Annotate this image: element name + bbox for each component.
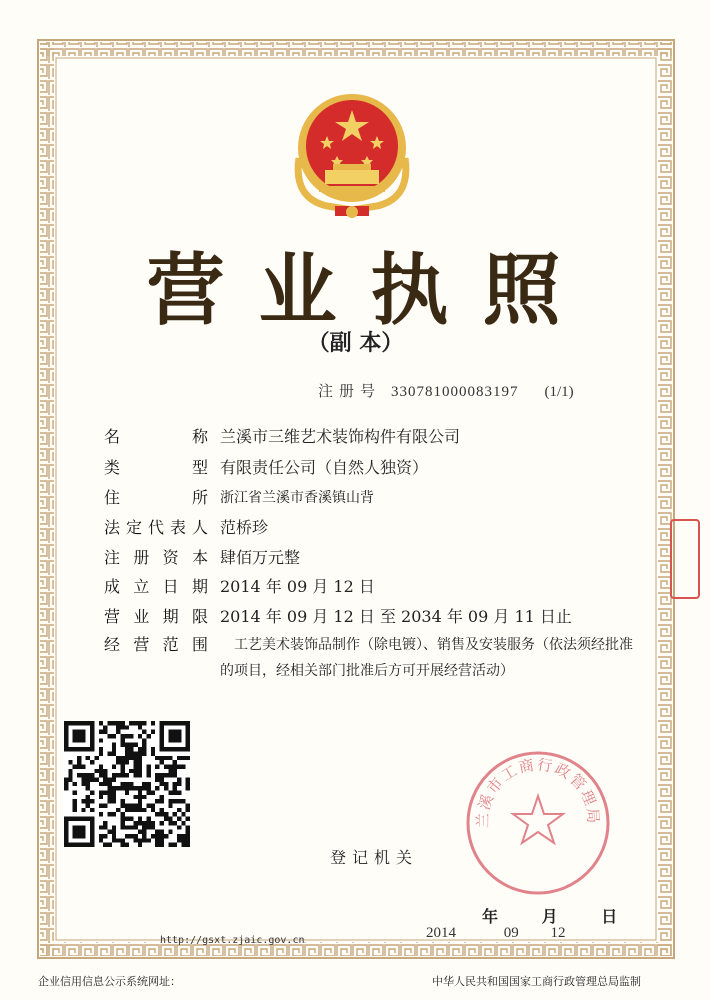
- credit-website-url[interactable]: http://gsxt.zjaic.gov.cn: [160, 935, 305, 946]
- svg-text:兰溪市工商行政管理局: [474, 755, 602, 828]
- field-label: 成立日期: [104, 577, 208, 596]
- field-label: 经营范围: [104, 635, 208, 654]
- footer-left-text: 企业信用信息公示系统网址：: [38, 975, 181, 988]
- field-value: 肆佰万元整: [220, 548, 301, 567]
- field-label: 法定代表人: [104, 518, 208, 537]
- field-value: 工艺美术装饰品制作（除电镀）、销售及安装服务（依法须经批准的项目，经相关部门批准后方可开展经营活动）: [220, 637, 633, 679]
- qr-code-icon[interactable]: [64, 721, 190, 847]
- month-label: 月: [541, 907, 558, 926]
- registration-authority-label: 登记机关: [330, 848, 419, 867]
- year-label: 年: [482, 907, 499, 926]
- field-value: 范桥珍: [220, 518, 269, 537]
- field-label: 注册资本: [104, 548, 208, 567]
- year-value: 2014: [426, 925, 456, 941]
- field-value: 兰溪市三维艺术装饰构件有限公司: [220, 427, 461, 446]
- stamp-icon: [669, 518, 701, 600]
- field-label: 营业期限: [104, 607, 208, 626]
- field-label: 类型: [104, 458, 208, 477]
- page-indicator: (1/1): [544, 384, 574, 400]
- national-emblem-icon: [289, 88, 415, 224]
- registration-number: 330781000083197: [391, 384, 519, 400]
- field-value: 2014 年 09 月 12 日: [220, 577, 375, 596]
- month-value: 09: [503, 925, 519, 941]
- field-value: 2014 年 09 月 12 日 至 2034 年 09 月 11 日止: [220, 607, 572, 626]
- issue-date-values: [426, 925, 566, 942]
- field-value: 有限责任公司（自然人独资）: [220, 458, 429, 477]
- footer-right-text: 中华人民共和国国家工商行政管理总局监制: [432, 975, 641, 988]
- field-label: 名称: [104, 427, 208, 446]
- issue-date-labels: [482, 904, 617, 927]
- day-value: 12: [550, 925, 566, 941]
- day-label: 日: [601, 907, 618, 926]
- field-value: 浙江省兰溪市香溪镇山背: [220, 490, 374, 506]
- seal-text: 兰溪市工商行政管理局: [473, 755, 603, 829]
- official-seal-icon: [463, 748, 613, 898]
- field-label: 住所: [104, 488, 208, 507]
- registration-label: 注册号: [318, 382, 382, 400]
- document-title: 营业执照: [146, 245, 595, 336]
- document-subtitle: （副 本）: [307, 331, 404, 356]
- registration-number-line: [318, 380, 574, 401]
